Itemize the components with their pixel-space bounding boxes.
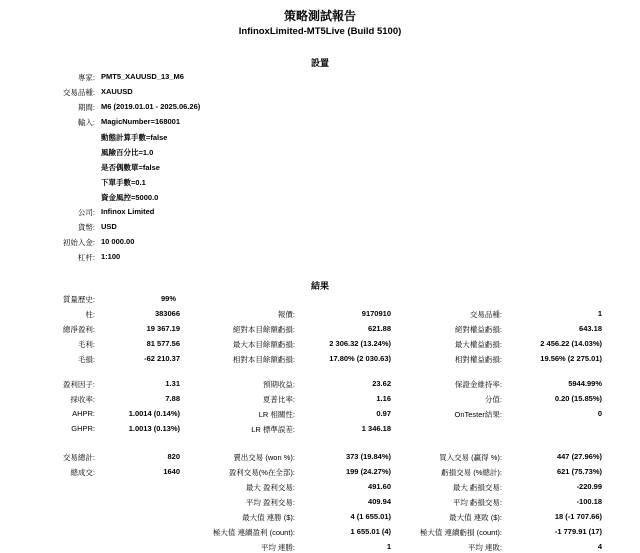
result-value: 0.97 bbox=[376, 409, 391, 418]
settings-label: 專家: bbox=[77, 73, 95, 82]
settings-value: 是否偶數單=false bbox=[101, 163, 160, 172]
result-value: 199 (24.27%) bbox=[345, 467, 391, 476]
result-value: 621 (75.73%) bbox=[556, 467, 602, 476]
result-value: 81 577.56 bbox=[146, 339, 180, 348]
result-label: 總淨盈利: bbox=[62, 325, 95, 334]
settings-label: 交易品種: bbox=[62, 88, 95, 97]
result-label: 毛損: bbox=[77, 355, 95, 364]
result-label: LR 相關性: bbox=[258, 410, 295, 419]
settings-value: 10 000.00 bbox=[101, 237, 135, 246]
result-value: -62 210.37 bbox=[144, 354, 180, 363]
result-value: 820 bbox=[167, 452, 180, 461]
result-label: 賣出交易 (won %): bbox=[233, 453, 295, 462]
result-value: 2 456.22 (14.03%) bbox=[540, 339, 602, 348]
result-value: 23.62 bbox=[372, 379, 391, 388]
settings-value: 資金風控=5000.0 bbox=[101, 193, 159, 202]
results-heading: 結果 bbox=[310, 281, 329, 291]
result-value: 4 (1 655.01) bbox=[350, 512, 391, 521]
result-label: 最大 盈利交易: bbox=[245, 483, 295, 492]
settings-label: 輸入: bbox=[77, 118, 95, 127]
result-label: 夏普比率: bbox=[262, 395, 295, 404]
result-label: 預期收益: bbox=[262, 380, 295, 389]
settings-label: 杠杆: bbox=[77, 253, 95, 262]
result-value: 1.16 bbox=[376, 394, 391, 403]
settings-label: 初始入金: bbox=[62, 238, 95, 247]
result-label: 柱: bbox=[85, 310, 95, 319]
result-value: -100.18 bbox=[576, 497, 602, 506]
result-value: 373 (19.84%) bbox=[345, 452, 391, 461]
result-value: 1 346.18 bbox=[361, 424, 391, 433]
result-value: 447 (27.96%) bbox=[556, 452, 602, 461]
report-title: 策略測試報告 bbox=[283, 9, 356, 23]
result-label: 極大值 連續虧損 (count): bbox=[419, 528, 502, 537]
result-value: 1 bbox=[597, 309, 602, 318]
result-label: 最大 虧損交易: bbox=[452, 483, 502, 492]
result-value: 409.94 bbox=[368, 497, 391, 506]
settings-value: XAUUSD bbox=[101, 87, 133, 96]
result-label: OnTester結果: bbox=[454, 410, 502, 419]
result-label: 報價: bbox=[277, 310, 295, 319]
settings-value: 動態計算手數=false bbox=[101, 133, 168, 142]
result-label: 交易總計: bbox=[62, 453, 95, 462]
result-value: 2 306.32 (13.24%) bbox=[329, 339, 391, 348]
result-value: 1.0014 (0.14%) bbox=[128, 409, 180, 418]
result-label: 分值: bbox=[484, 395, 502, 404]
result-value: 9170910 bbox=[361, 309, 391, 318]
history-quality-value: 99% bbox=[161, 294, 177, 303]
settings-label: 期間: bbox=[77, 103, 95, 112]
result-label: 相對本目餘額虧損: bbox=[232, 355, 295, 364]
result-value: 4 bbox=[597, 542, 602, 551]
settings-heading: 設置 bbox=[310, 58, 329, 68]
settings-value: 下單手數=0.1 bbox=[101, 178, 146, 187]
result-label: 毛利: bbox=[77, 340, 95, 349]
result-label: 交易品種: bbox=[469, 310, 502, 319]
result-label: 保證金維持率: bbox=[454, 380, 502, 389]
settings-label: 貨幣: bbox=[77, 223, 95, 232]
result-label: 盈利因子: bbox=[62, 380, 95, 389]
result-value: -220.99 bbox=[576, 482, 602, 491]
result-label: 平均 虧損交易: bbox=[452, 498, 502, 507]
result-value: 7.88 bbox=[165, 394, 180, 403]
result-label: 最大值 連勝 ($): bbox=[242, 513, 295, 522]
result-value: 1 655.01 (4) bbox=[350, 527, 391, 536]
result-value: 643.18 bbox=[579, 324, 602, 333]
result-value: 5944.99% bbox=[568, 379, 602, 388]
result-value: 621.88 bbox=[368, 324, 391, 333]
result-value: 1 bbox=[386, 542, 391, 551]
settings-value: 1:100 bbox=[101, 252, 121, 261]
result-label: 總成交: bbox=[70, 468, 95, 477]
result-value: 1.0013 (0.13%) bbox=[128, 424, 180, 433]
settings-value: MagicNumber=168001 bbox=[101, 117, 180, 126]
result-label: GHPR: bbox=[71, 424, 95, 433]
settings-value: 風險百分比=1.0 bbox=[101, 148, 154, 157]
settings-label: 公司: bbox=[77, 208, 95, 217]
settings-value: Infinox Limited bbox=[101, 207, 155, 216]
result-label: LR 標準誤差: bbox=[251, 425, 295, 434]
result-value: -1 779.91 (17) bbox=[554, 527, 602, 536]
settings-value: M6 (2019.01.01 - 2025.06.26) bbox=[101, 102, 201, 111]
result-label: 平均 盈利交易: bbox=[245, 498, 295, 507]
result-label: 最大本目餘額虧損: bbox=[232, 340, 295, 349]
result-label: 絕對本目餘額虧損: bbox=[232, 325, 295, 334]
settings-value: USD bbox=[101, 222, 117, 231]
settings-value: PMT5_XAUUSD_13_M6 bbox=[101, 72, 184, 81]
result-label: 絕對權益虧損: bbox=[454, 325, 502, 334]
result-label: AHPR: bbox=[72, 409, 95, 418]
result-value: 0.20 (15.85%) bbox=[554, 394, 602, 403]
result-value: 491.60 bbox=[368, 482, 391, 491]
result-label: 最大值 連敗 ($): bbox=[449, 513, 502, 522]
result-label: 虧損交易 (%總計): bbox=[441, 468, 502, 477]
result-label: 極大值 連續盈利 (count): bbox=[212, 528, 295, 537]
report-subtitle: InfinoxLimited-MT5Live (Build 5100) bbox=[238, 26, 402, 37]
result-value: 1.31 bbox=[165, 379, 180, 388]
result-value: 19 367.19 bbox=[146, 324, 180, 333]
result-label: 買入交易 (贏得 %): bbox=[439, 453, 502, 462]
result-value: 383066 bbox=[154, 309, 180, 318]
result-label: 盈利交易(%在全部): bbox=[228, 468, 295, 477]
history-quality-label: 質量歷史: bbox=[62, 295, 95, 304]
result-value: 19.56% (2 275.01) bbox=[540, 354, 602, 363]
result-label: 相對權益虧損: bbox=[454, 355, 502, 364]
result-value: 0 bbox=[597, 409, 602, 418]
result-label: 最大權益虧損: bbox=[454, 340, 502, 349]
result-value: 17.80% (2 030.63) bbox=[329, 354, 391, 363]
result-label: 平均 連勝: bbox=[260, 543, 295, 552]
result-label: 平均 連敗: bbox=[467, 543, 502, 552]
result-value: 1640 bbox=[163, 467, 180, 476]
result-value: 18 (-1 707.66) bbox=[554, 512, 602, 521]
result-label: 採收率: bbox=[70, 395, 95, 404]
